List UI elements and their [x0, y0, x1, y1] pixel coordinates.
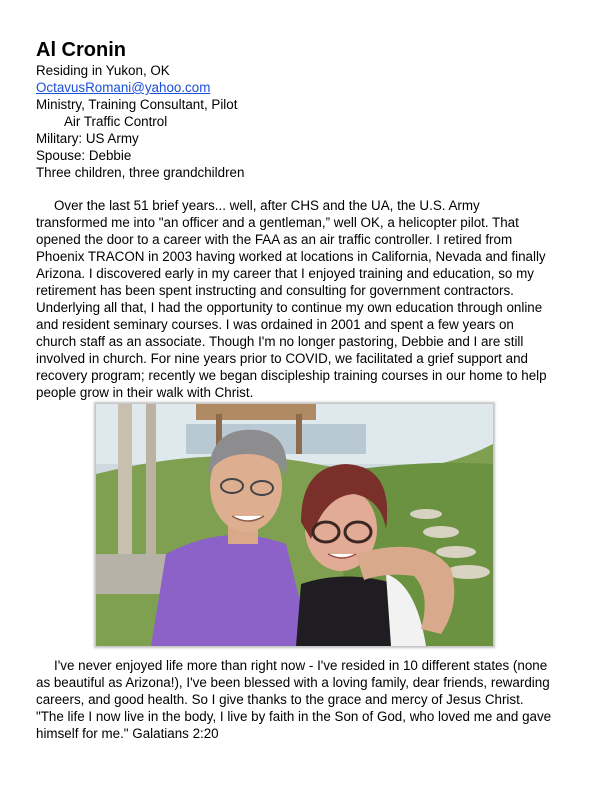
children-line: Three children, three grandchildren	[36, 165, 245, 180]
occupation-detail-line: Air Traffic Control	[64, 114, 168, 129]
email-link[interactable]: OctavusRomani@yahoo.com	[36, 80, 211, 95]
profile-info	[36, 62, 576, 181]
closing-paragraph: I've never enjoyed life more than right now - I've resided in 10 different states (none as beautiful as Arizona!), I've been blessed with a loving family, dear friends, rewarding careers, and good health. So I give thanks to the grace and mercy of Jesus Christ. "The life I now live in the body, I live by faith in the Son of God, who loved me and gave himself for me." Galatians 2:20	[36, 658, 552, 741]
residence-line: Residing in Yukon, OK	[36, 63, 170, 78]
bio-paragraph: Over the last 51 brief years... well, after CHS and the UA, the U.S. Army transformed me into "an officer and a gentleman,” well OK, a helicopter pilot. That opened the door to a career with the FAA as an air traffic controller. I retired from Phoenix TRACON in 2003 having worked at locations in California, Nevada and finally Arizona. I discovered early in my career that I enjoyed training and education, so my retirement has been spent instructing and consulting for government contractors. Underlying all that, I had the opportunity to continue my own education through online and resident seminary courses. I was ordained in 2001 and spent a few years on church staff as an associate. Though I'm no longer pastoring, Debbie and I are still involved in church. For nine years prior to COVID, we facilitated a grief support and recovery program; recently we began discipleship training courses in our home to help people grow in their walk with Christ.	[36, 198, 547, 400]
person-name: Al Cronin	[36, 39, 126, 61]
couple-photo	[96, 404, 493, 646]
spouse-line: Spouse: Debbie	[36, 148, 132, 163]
military-line: Military: US Army	[36, 131, 139, 146]
occupation-line: Ministry, Training Consultant, Pilot	[36, 97, 238, 112]
